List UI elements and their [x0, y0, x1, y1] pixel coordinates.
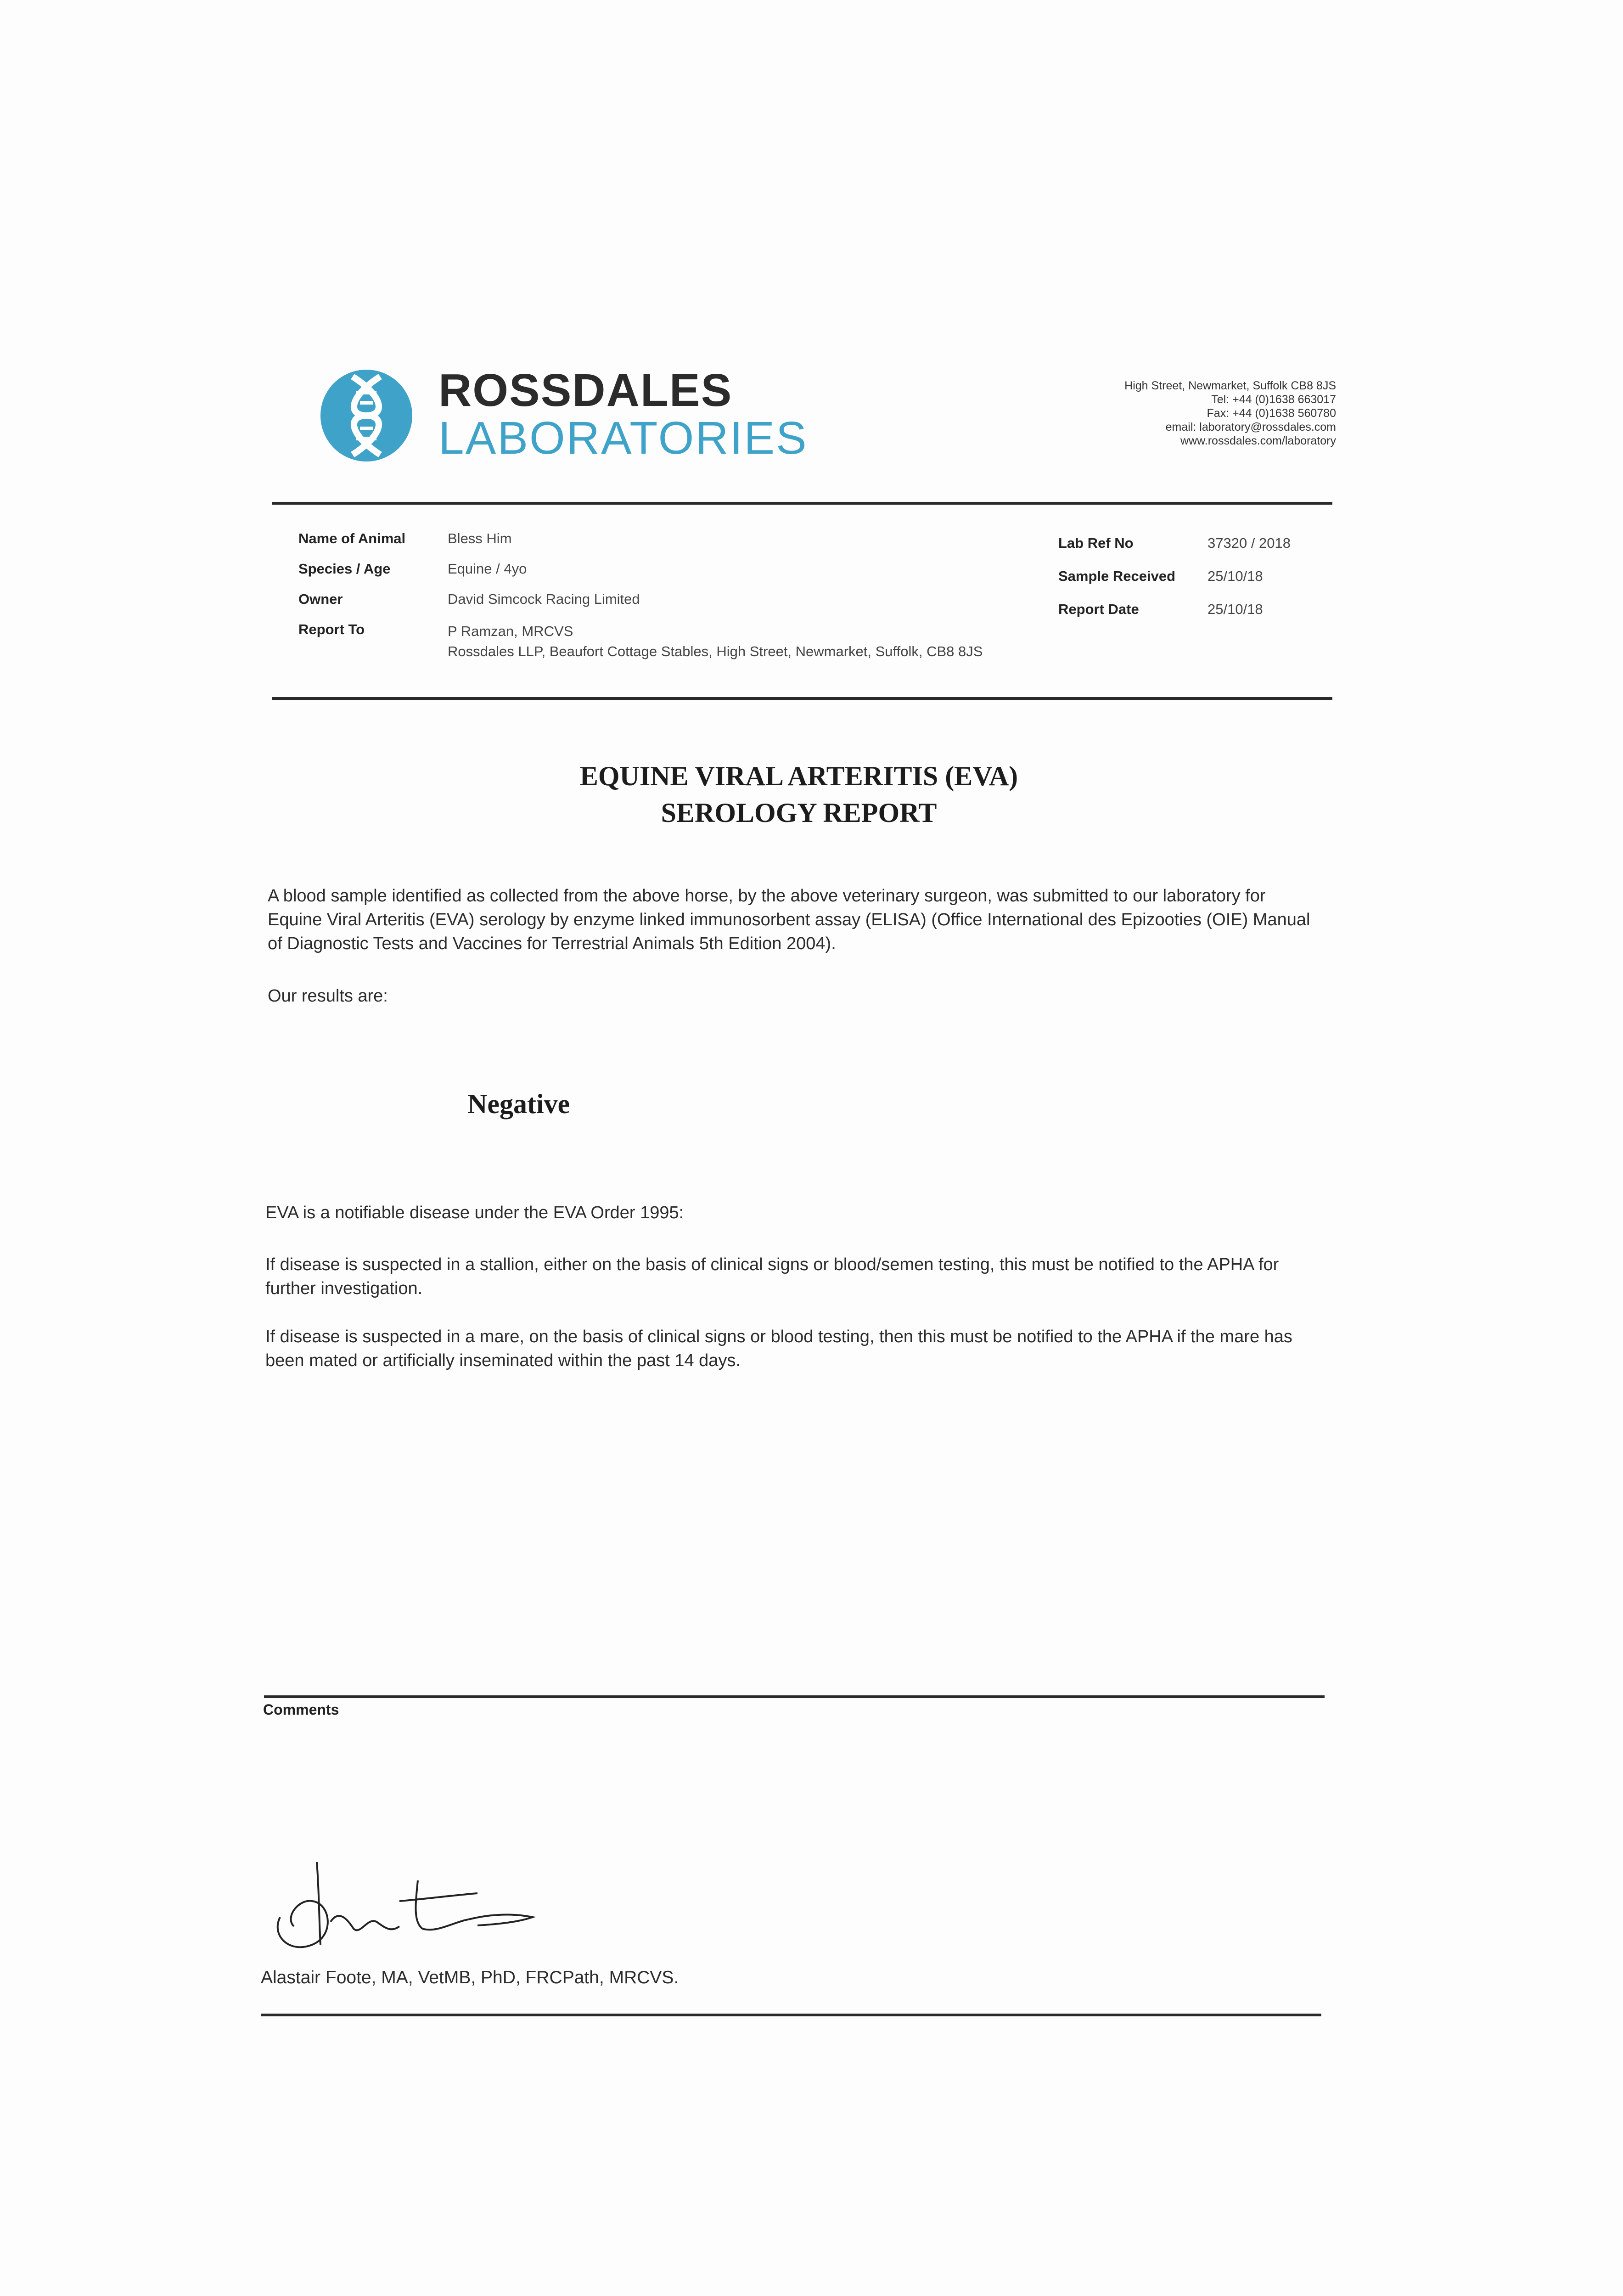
- report-to-value: [448, 621, 983, 662]
- report-title: [0, 758, 1598, 831]
- notifiable-notice: EVA is a notifiable disease under the EVA Order 1995:: [265, 1203, 684, 1222]
- detail-row: [298, 530, 983, 547]
- animal-value: Bless Him: [448, 530, 512, 546]
- handwritten-signature: [262, 1853, 546, 1958]
- title-line1: EQUINE VIRAL ARTERITIS (EVA): [579, 761, 1018, 791]
- divider: [264, 1695, 1325, 1698]
- title-line2: SEROLOGY REPORT: [661, 798, 937, 828]
- address-website: www.rossdales.com/laboratory: [1180, 434, 1336, 447]
- dna-logo-icon: [316, 365, 417, 466]
- report-to-address: Rossdales LLP, Beaufort Cottage Stables, High Street, Newmarket, Suffolk, CB8 8JS: [448, 643, 983, 659]
- logo-line2: LABORATORIES: [438, 412, 808, 464]
- intro-paragraph: A blood sample identified as collected from the above horse, by the above veterinary surgeon, was submitted to our laboratory for Equine Viral Arteritis (EVA) serology by enzyme linked immunosorbent assay (ELISA) (Office International des Epizooties (OIE) Manual of Diagnostic Tests and Vaccines for Terrestrial Animals 5th Edition 2004).: [268, 886, 1310, 953]
- signatory-name: Alastair Foote, MA, VetMB, PhD, FRCPath, MRCVS.: [261, 1968, 679, 1987]
- test-result: Negative: [467, 1089, 570, 1119]
- address-line: High Street, Newmarket, Suffolk CB8 8JS: [1124, 379, 1336, 392]
- lab-address: [1124, 379, 1336, 448]
- species-value: Equine / 4yo: [448, 561, 527, 577]
- sample-received-value: 25/10/18: [1207, 568, 1263, 584]
- report-date-value: 25/10/18: [1207, 601, 1263, 617]
- ref-row: [1058, 568, 1291, 585]
- divider: [272, 502, 1332, 505]
- address-email: email: laboratory@rossdales.com: [1165, 421, 1336, 433]
- results-lead: Our results are:: [268, 986, 388, 1006]
- animal-label: Name of Animal: [298, 530, 406, 546]
- stallion-notice: If disease is suspected in a stallion, either on the basis of clinical signs or blood/semen testing, this must be notified to the APHA for further investigation.: [265, 1255, 1279, 1298]
- address-tel: Tel: +44 (0)1638 663017: [1211, 393, 1336, 406]
- report-to-label: Report To: [298, 621, 365, 637]
- lab-ref-value: 37320 / 2018: [1207, 535, 1291, 551]
- animal-details: [298, 530, 983, 675]
- detail-row: [298, 561, 983, 577]
- company-logo: [438, 365, 808, 464]
- comments-label: Comments: [263, 1701, 339, 1718]
- ref-row: [1058, 601, 1291, 618]
- species-label: Species / Age: [298, 561, 391, 577]
- logo-line1: ROSSDALES: [438, 365, 733, 416]
- mare-notice: If disease is suspected in a mare, on the basis of clinical signs or blood testing, then this must be notified to the APHA if the mare has been mated or artificially inseminated within the past 14 days.: [265, 1327, 1292, 1370]
- divider: [261, 2014, 1321, 2016]
- report-date-label: Report Date: [1058, 601, 1139, 617]
- owner-value: David Simcock Racing Limited: [448, 591, 640, 607]
- address-fax: Fax: +44 (0)1638 560780: [1207, 407, 1336, 420]
- detail-row: [298, 591, 983, 608]
- detail-row: [298, 621, 983, 662]
- sample-received-label: Sample Received: [1058, 568, 1176, 584]
- lab-references: [1058, 535, 1291, 634]
- ref-row: [1058, 535, 1291, 551]
- lab-ref-label: Lab Ref No: [1058, 535, 1134, 551]
- divider: [272, 697, 1332, 700]
- report-to-name: P Ramzan, MRCVS: [448, 623, 573, 639]
- owner-label: Owner: [298, 591, 343, 607]
